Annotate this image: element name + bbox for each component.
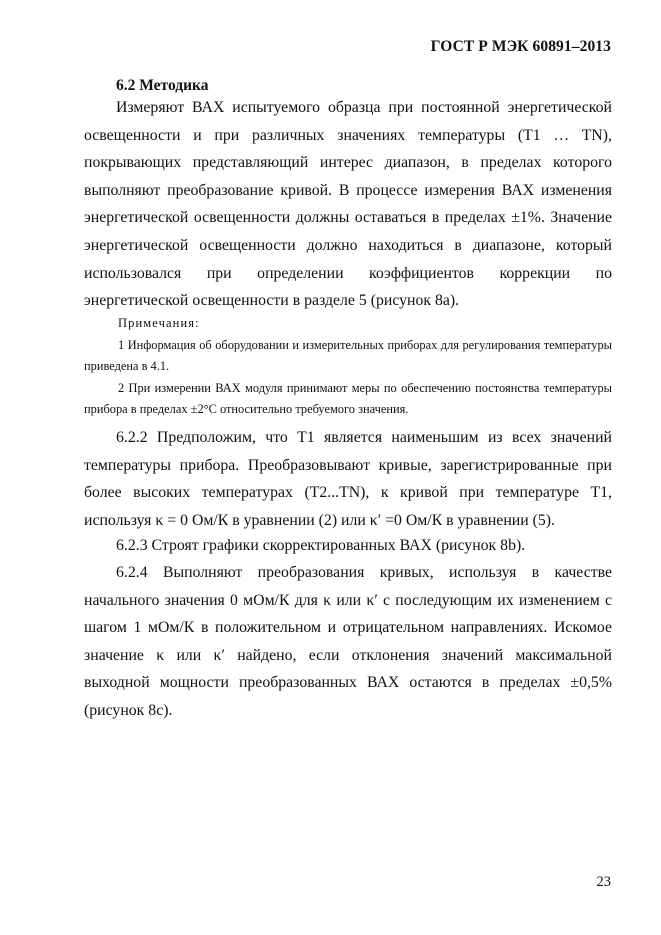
section-title: 6.2 Методика: [116, 77, 209, 94]
paragraph-procedure: [84, 94, 612, 315]
notes-title: Примечания:: [118, 316, 200, 330]
document-header: ГОСТ Р МЭК 60891–2013: [430, 38, 611, 55]
paragraph-6-2-4: [84, 559, 612, 725]
paragraph-procedure-text: Измеряют ВАХ испытуемого образца при постоянной энергетической освещенности и при различных значениях температуры (T1 … TN), покрывающих представляющий интерес диапазон, в пределах которого выполняют преобразование кривой. В процессе измерения ВАХ изменения энергетической освещенности должны оставаться в пределах ±1%. Значение энергетической освещенности должно находиться в диапазоне, который использовался при определении коэффициентов коррекции по энергетической освещенности в разделе 5 (рисунок 8a).: [84, 99, 612, 310]
paragraph-6-2-3: [84, 532, 612, 560]
note-1: 1 Информация об оборудовании и измерительных приборах для регулирования температуры приведена в 4.1.: [84, 338, 612, 373]
note-2: 2 При измерении ВАХ модуля принимают меры по обеспечению постоянства температуры прибора в пределах ±2°С относительно требуемого значения.: [84, 381, 612, 416]
paragraph-6-2-2-text: 6.2.2 Предположим, что T1 является наименьшим из всех значений температуры прибора. Преобразовывают кривые, зарегистрированные при более высоких температурах (T2...TN), к кривой при температуре T1, используя κ = 0 Ом/К в уравнении (2) или κ′ =0 Ом/К в уравнении (5).: [84, 429, 612, 529]
page-number: 23: [596, 874, 611, 890]
paragraph-6-2-3-text: 6.2.3 Строят графики скорректированных ВАХ (рисунок 8b).: [116, 537, 526, 554]
paragraph-6-2-4-text: 6.2.4 Выполняют преобразования кривых, используя в качестве начального значения 0 мОм/К для κ или κ′ с последующим их изменением с шагом 1 мОм/К в положительном и отрицательном направлениях. Искомое значение κ или κ′ найдено, если отклонения значений максимальной выходной мощности преобразованных ВАХ остаются в пределах ±0,5% (рисунок 8c).: [84, 564, 612, 719]
paragraph-6-2-2: [84, 424, 612, 534]
